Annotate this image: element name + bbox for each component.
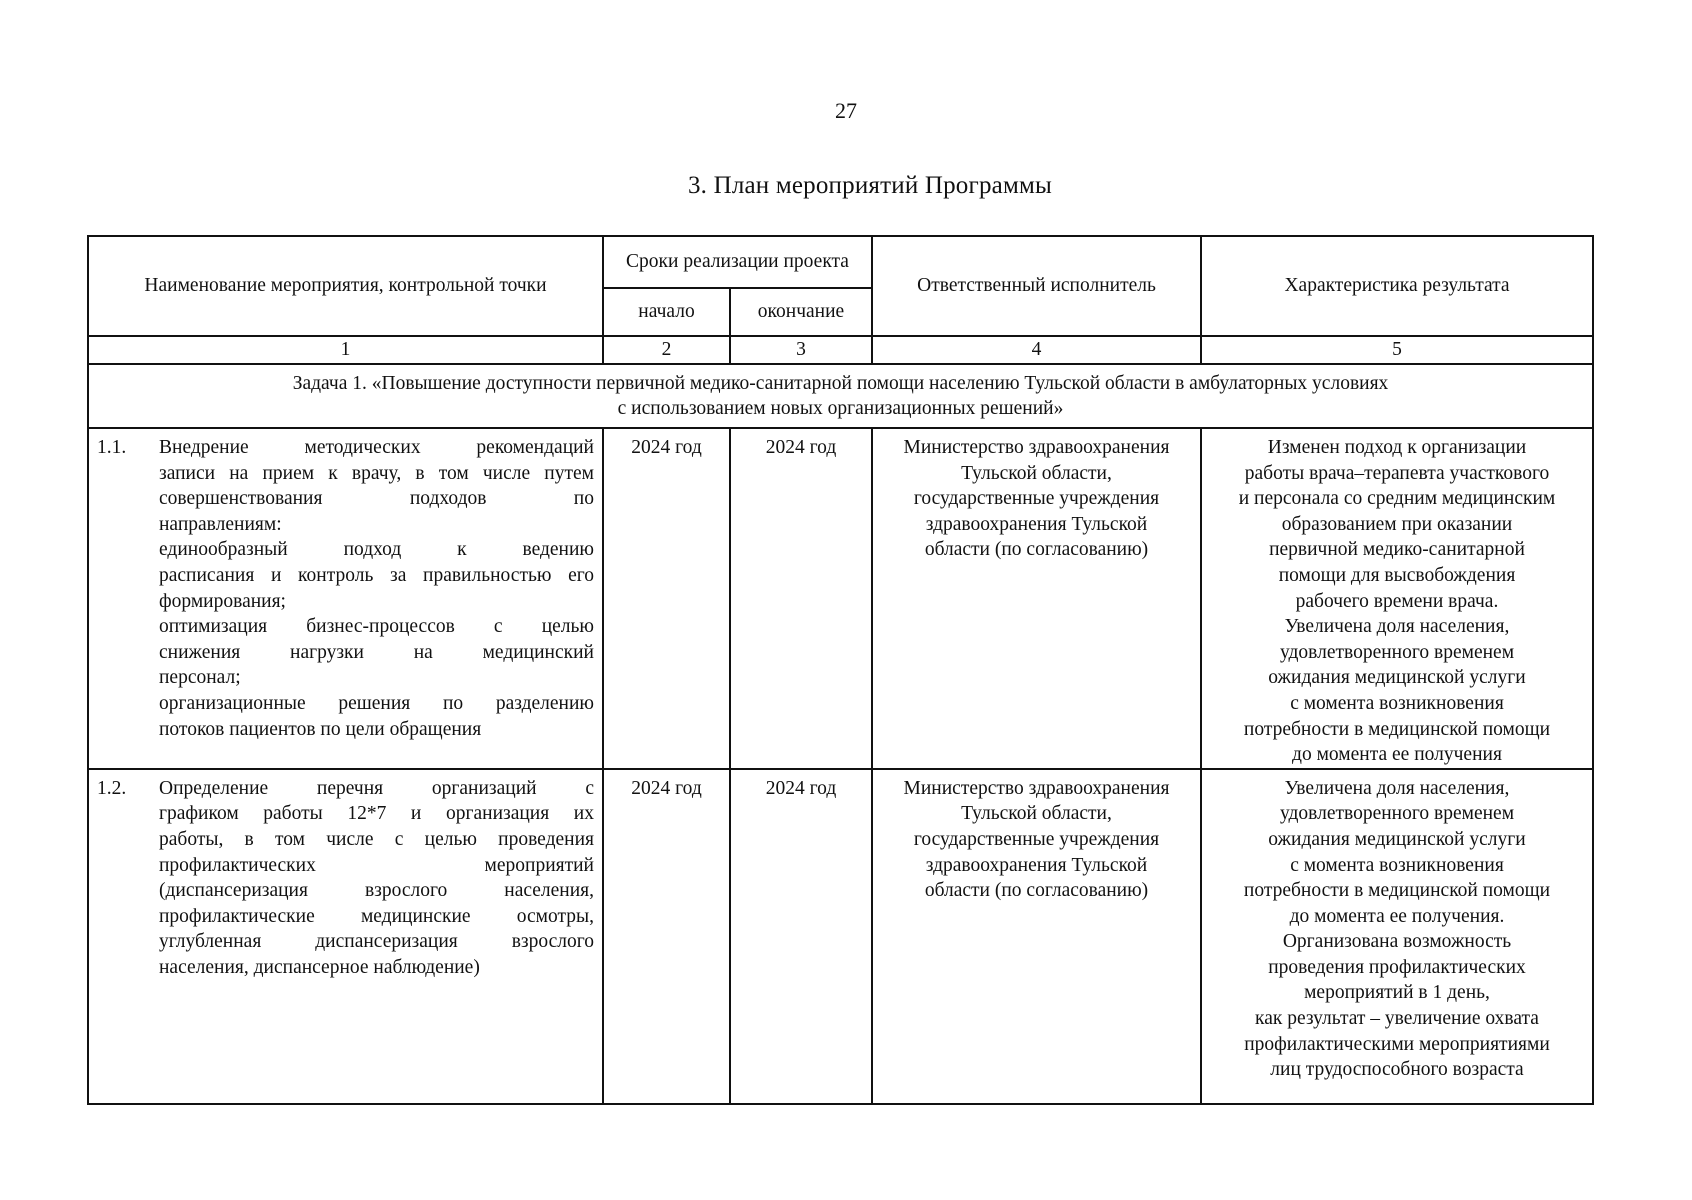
name-line: снижения нагрузки на медицинский [159,641,594,663]
result-line: до момента ее получения. [1289,905,1505,927]
row-name [159,435,594,742]
column-number: 3 [730,336,872,364]
result-line: как результат – увеличение охвата [1255,1008,1539,1030]
result-line: лиц трудоспособного возраста [1270,1059,1524,1081]
executor-line: государственные учреждения [913,828,1160,850]
result-line: первичной медико-санитарной [1269,539,1525,561]
result-line: Изменен подход к организации [1267,437,1527,458]
name-line: единообразный подход к ведению [159,539,594,561]
name-line: профилактических мероприятий [159,854,594,876]
name-line: Внедрение методических рекомендаций [159,437,594,458]
name-line: населения, диспансерное наблюдение) [159,956,480,978]
name-line: организационные решения по разделению [159,692,594,714]
row-name [159,776,594,981]
row-result [1201,428,1593,769]
executor-line: Тульской области, [961,462,1112,484]
result-line: мероприятий в 1 день, [1304,982,1490,1004]
section-title: 3. План мероприятий Программы [687,172,1052,199]
result-line: работы врача–терапевта участкового [1244,462,1550,484]
column-number: 4 [872,336,1201,364]
name-line: расписания и контроль за правильностью его [159,564,594,586]
result-line: с момента возникновения [1290,692,1504,714]
result-line: помощи для высвобождения [1278,564,1516,586]
name-line: потоков пациентов по цели обращения [159,718,482,740]
header-result: Характеристика результата [1201,236,1593,336]
task-heading-line: с использованием новых организационных решений» [617,398,1064,419]
header-executor: Ответственный исполнитель [872,236,1201,336]
column-number: 2 [603,336,730,364]
name-line: оптимизация бизнес-процессов с целью [159,616,594,638]
result-line: Увеличена доля населения, [1284,616,1510,638]
result-line: Увеличена доля населения, [1284,777,1510,799]
task-heading [88,364,1593,428]
row-start: 2024 год [603,428,730,769]
table-row [88,769,1593,1104]
result-line: профилактическими мероприятиями [1244,1033,1550,1055]
row-result [1201,769,1593,1104]
name-line: записи на прием к врачу, в том числе путем [159,462,594,484]
result-line: проведения профилактических [1268,956,1526,978]
executor-line: здравоохранения Тульской [925,854,1148,876]
name-line: персонал; [159,667,241,689]
header-start: начало [603,288,730,336]
executor-line: Министерство здравоохранения [903,437,1170,458]
executor-line: Тульской области, [961,803,1112,825]
name-line: формирования; [159,590,286,612]
row-number: 1.2. [97,777,127,799]
table-row [88,428,1593,769]
result-line: образованием при оказании [1281,513,1513,535]
page-number: 27 [835,98,857,123]
executor-line: государственные учреждения [913,488,1160,510]
row-name-cell [88,428,603,769]
name-line: работы, в том числе с целью проведения [159,828,594,850]
executor-line: области (по согласованию) [924,880,1149,902]
row-name-cell [88,769,603,1104]
executor-line: здравоохранения Тульской [925,513,1148,535]
result-line: удовлетворенного временем [1279,641,1515,663]
row-end: 2024 год [730,428,872,769]
task-heading-line: Задача 1. «Повышение доступности первичной медико-санитарной помощи населению Тульской области в амбулаторных условиях [292,373,1389,394]
result-line: и персонала со средним медицинским [1238,488,1556,510]
column-number: 5 [1201,336,1593,364]
name-line: графиком работы 12*7 и организация их [159,803,594,825]
name-line: направлениям: [159,513,282,535]
column-number: 1 [88,336,603,364]
result-line: рабочего времени врача. [1295,590,1499,612]
executor-line: Министерство здравоохранения [903,777,1170,799]
row-executor [872,769,1201,1104]
header-name: Наименование мероприятия, контрольной точки [88,236,603,336]
row-end: 2024 год [730,769,872,1104]
result-line: с момента возникновения [1290,854,1504,876]
name-line: профилактические медицинские осмотры, [159,905,594,927]
plan-table [87,235,1594,1105]
name-line: Определение перечня организаций с [159,777,594,799]
row-number: 1.1. [97,437,127,458]
result-line: потребности в медицинской помощи [1243,718,1551,740]
result-line: удовлетворенного временем [1279,803,1515,825]
row-executor [872,428,1201,769]
name-line: совершенствования подходов по [159,488,594,510]
header-end: окончание [730,288,872,336]
result-line: потребности в медицинской помощи [1243,880,1551,902]
header-terms: Сроки реализации проекта [603,236,872,288]
row-start: 2024 год [603,769,730,1104]
result-line: до момента ее получения [1292,744,1502,766]
name-line: (диспансеризация взрослого населения, [159,880,594,902]
executor-line: области (по согласованию) [924,539,1149,561]
result-line: ожидания медицинской услуги [1268,667,1526,689]
result-line: Организована возможность [1282,931,1512,953]
name-line: углубленная диспансеризация взрослого [159,931,594,953]
result-line: ожидания медицинской услуги [1268,828,1526,850]
